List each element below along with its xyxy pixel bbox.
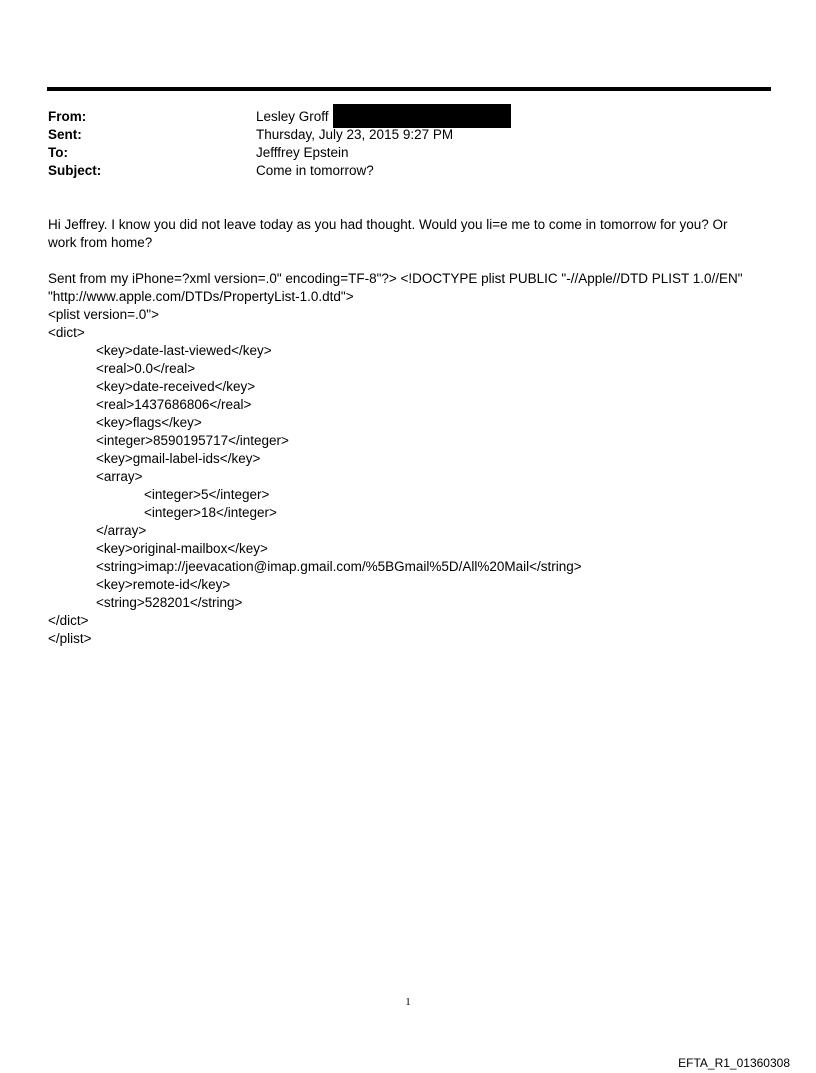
to-value: Jefffrey Epstein — [256, 145, 349, 160]
body-line: <key>original-mailbox</key> — [96, 541, 268, 556]
body-line: <string>imap://jeevacation@imap.gmail.com/%5BGmail%5D/All%20Mail</string> — [96, 559, 582, 574]
email-header — [48, 108, 511, 180]
body-line: <key>remote-id</key> — [96, 577, 231, 592]
body-line: <integer>5</integer> — [144, 487, 270, 502]
to-label: To: — [48, 145, 68, 160]
body-line: <plist version=.0"> — [48, 307, 159, 322]
body-line: </array> — [96, 523, 147, 538]
sent-value: Thursday, July 23, 2015 9:27 PM — [256, 127, 454, 142]
body-line: <dict> — [48, 325, 85, 340]
header-divider — [47, 87, 771, 91]
body-line: <real>1437686806</real> — [96, 397, 252, 412]
redaction-box — [333, 104, 511, 128]
sent-row — [48, 126, 511, 144]
message-paragraph: Hi Jeffrey. I know you did not leave today as you had thought. Would you li=e me to come in tomorrow for you? Or work from home? — [48, 217, 728, 250]
sent-label: Sent: — [48, 127, 82, 142]
subject-value: Come in tomorrow? — [256, 163, 374, 178]
body-line: </plist> — [48, 631, 92, 646]
document-id: EFTA_R1_01360308 — [678, 1056, 790, 1070]
body-line: <string>528201</string> — [96, 595, 243, 610]
body-line: <key>gmail-label-ids</key> — [96, 451, 261, 466]
body-line: <array> — [96, 469, 143, 484]
from-label: From: — [48, 109, 87, 124]
page-number: 1 — [405, 996, 411, 1008]
body-line: <key>flags</key> — [96, 415, 202, 430]
to-row — [48, 144, 511, 162]
subject-label: Subject: — [48, 163, 102, 178]
email-body — [48, 216, 748, 648]
from-name: Lesley Groff — [256, 109, 329, 124]
body-line: <key>date-received</key> — [96, 379, 256, 394]
body-line: </dict> — [48, 613, 89, 628]
from-value — [256, 108, 511, 126]
body-line: "http://www.apple.com/DTDs/PropertyList-1.0.dtd"> — [48, 289, 354, 304]
body-line: Sent from my iPhone=?xml version=.0" encoding=TF-8"?> <!DOCTYPE plist PUBLIC "-//Apple//DTD PLIST 1.0//EN" — [48, 271, 743, 286]
body-line: <key>date-last-viewed</key> — [96, 343, 272, 358]
body-line: <integer>8590195717</integer> — [96, 433, 289, 448]
from-row — [48, 108, 511, 126]
subject-row — [48, 162, 511, 180]
body-line: <real>0.0</real> — [96, 361, 196, 376]
body-line: <integer>18</integer> — [144, 505, 277, 520]
